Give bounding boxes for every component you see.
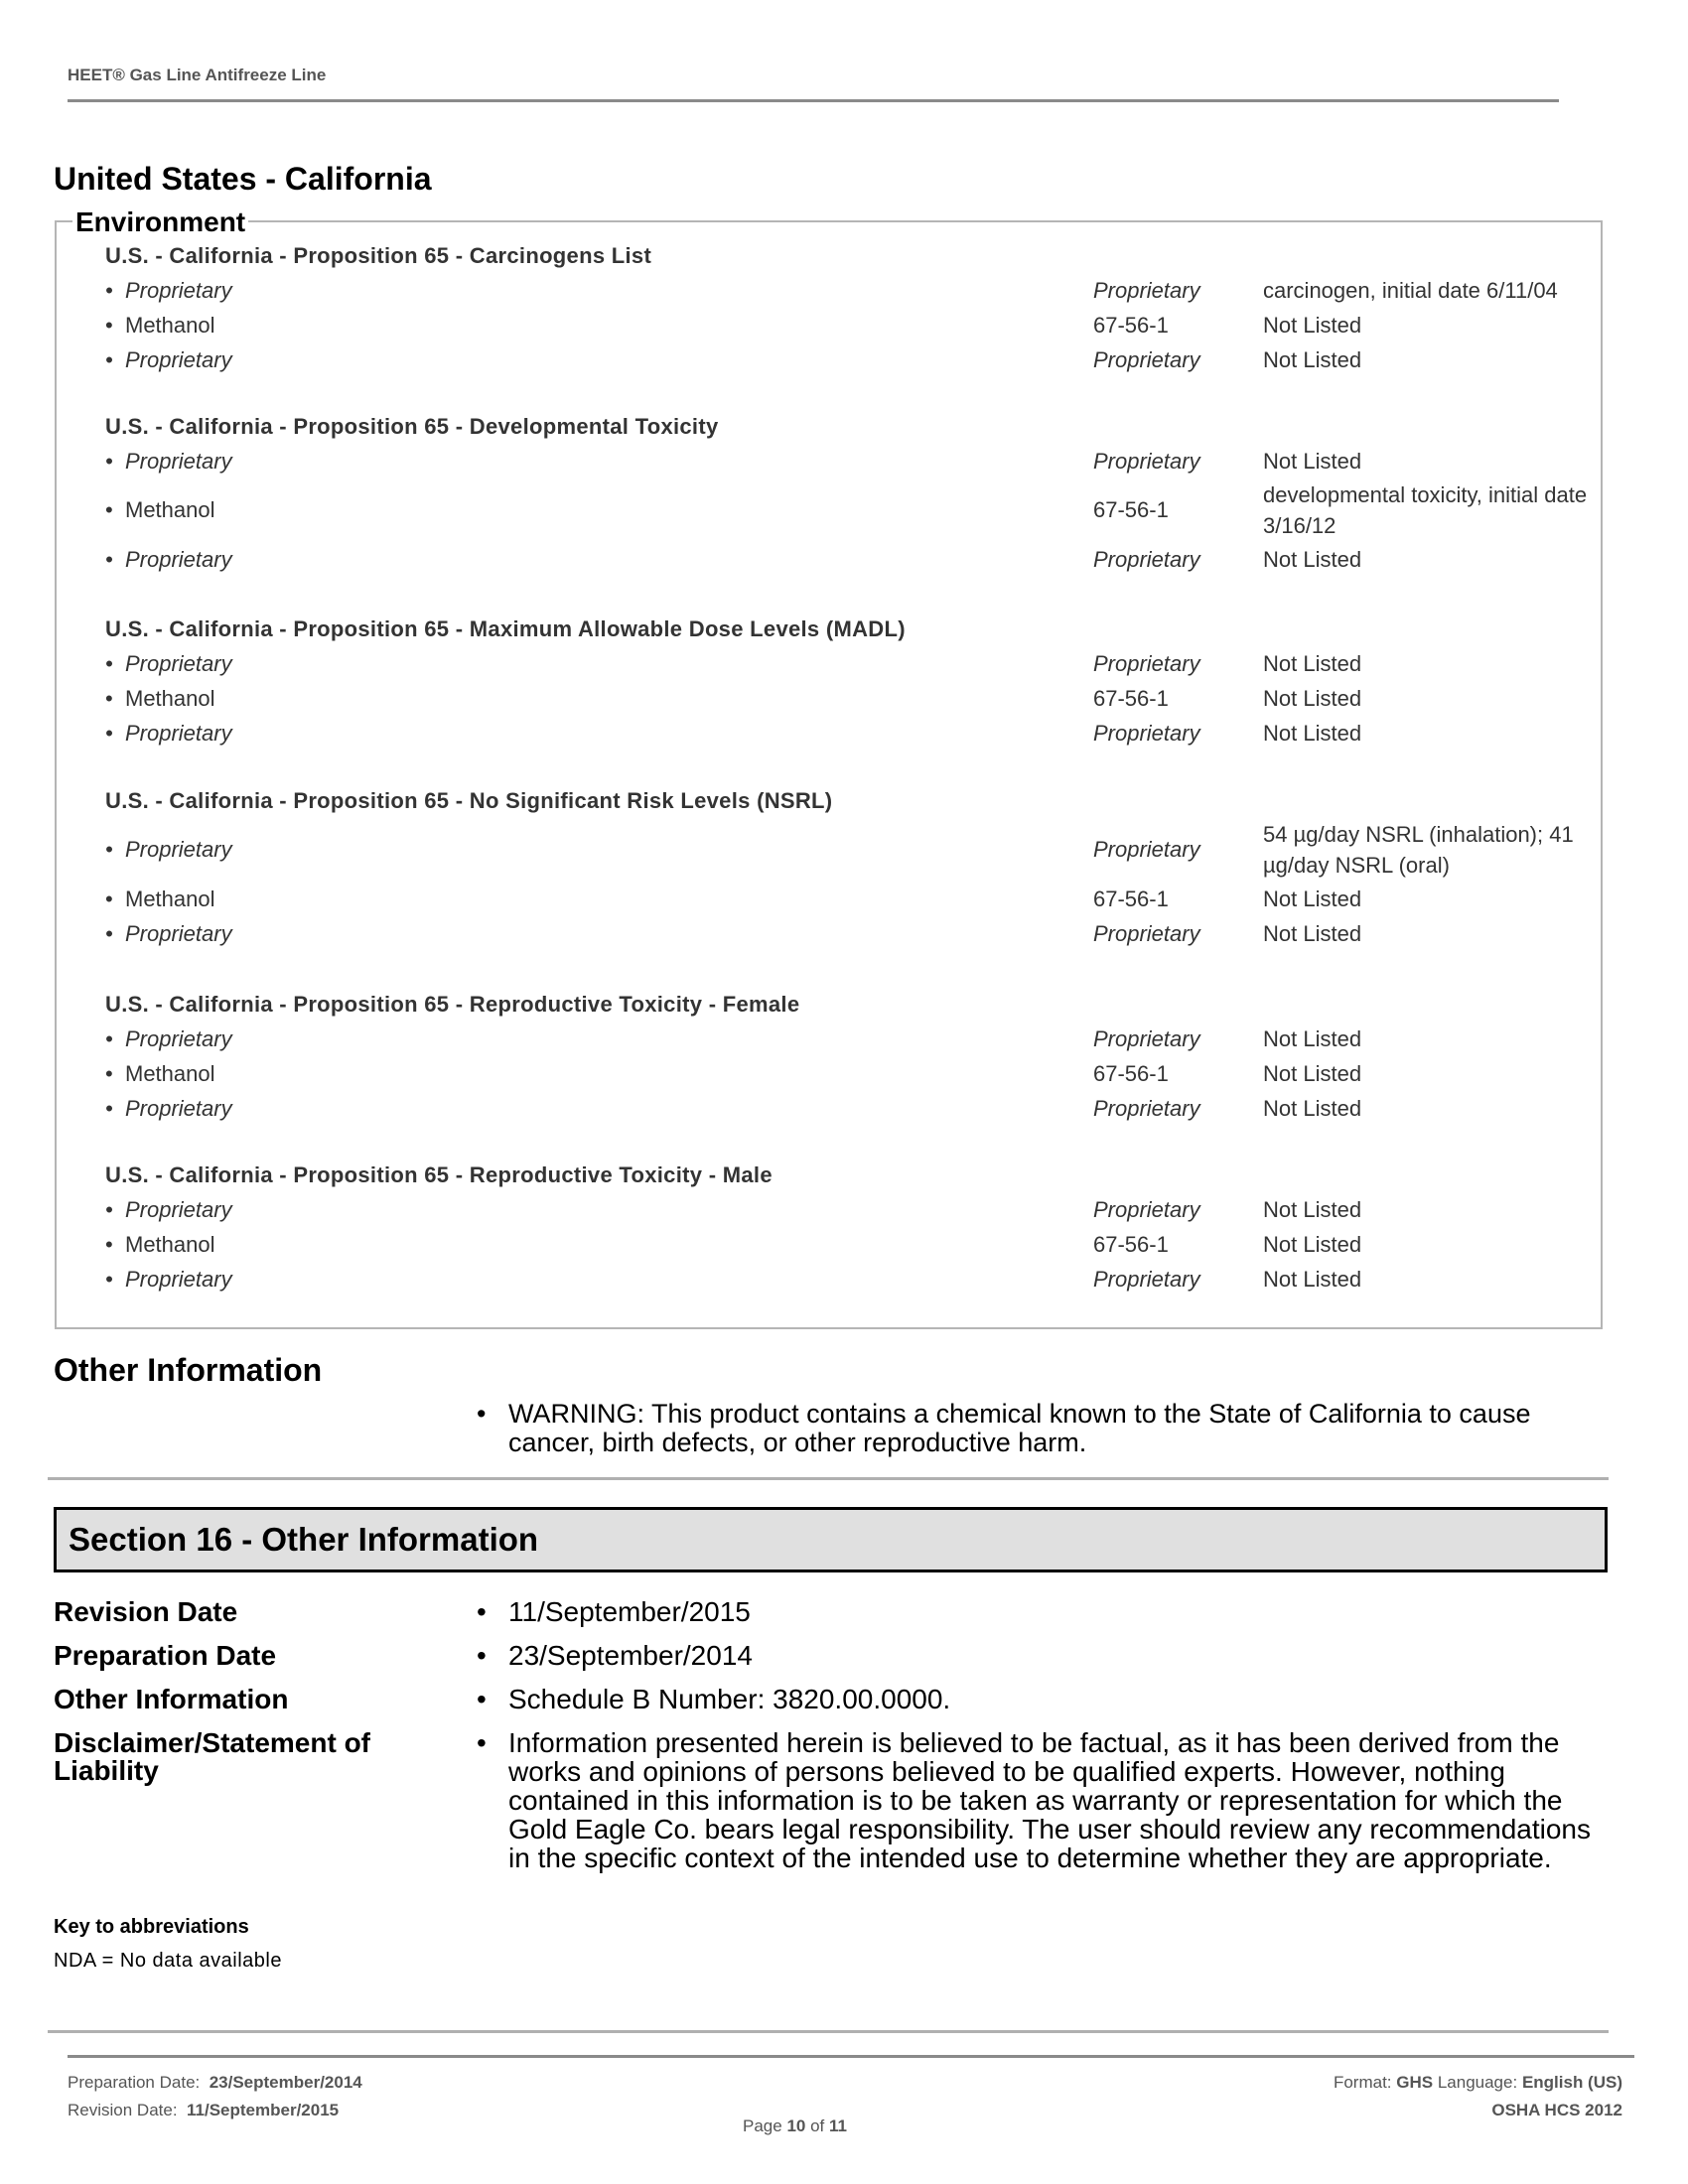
- group-title: U.S. - California - Proposition 65 - Maximum Allowable Dose Levels (MADL): [105, 616, 906, 641]
- component-name: • Proprietary: [105, 1196, 232, 1222]
- section-divider: [48, 1477, 1609, 1480]
- listing-status: Not Listed: [1263, 347, 1362, 372]
- component-name: • Proprietary: [105, 920, 232, 946]
- listing-status: Not Listed: [1263, 1061, 1362, 1086]
- table-row: [105, 681, 1595, 716]
- table-row: [105, 273, 1595, 308]
- table-row: [105, 308, 1595, 342]
- revision-date-value: • 11/September/2015: [477, 1596, 751, 1627]
- listing-status: Not Listed: [1263, 651, 1362, 676]
- listing-status: Not Listed: [1263, 547, 1362, 572]
- other-information-heading: Other Information: [54, 1352, 323, 1388]
- listing-status: Not Listed: [1263, 921, 1362, 946]
- listing-status: carcinogen, initial date 6/11/04: [1263, 278, 1558, 303]
- preparation-date-label: Preparation Date: [54, 1640, 277, 1671]
- footer-divider: [48, 2030, 1609, 2033]
- component-name: • Methanol: [105, 1231, 215, 1257]
- listing-status: Not Listed: [1263, 313, 1362, 338]
- component-name: • Proprietary: [105, 277, 232, 303]
- cas-number: Proprietary: [1093, 346, 1200, 372]
- component-name: • Proprietary: [105, 1025, 232, 1051]
- table-row: [105, 444, 1595, 478]
- component-name: • Proprietary: [105, 448, 232, 474]
- cas-number: 67-56-1: [1093, 1060, 1169, 1086]
- cas-number: Proprietary: [1093, 837, 1200, 862]
- component-name: • Proprietary: [105, 720, 232, 746]
- table-row: [105, 1192, 1595, 1227]
- footer-revision-date: Revision Date: 11/September/2015: [68, 2101, 340, 2119]
- listing-status: Not Listed: [1263, 1026, 1362, 1051]
- cas-number: Proprietary: [1093, 1196, 1200, 1222]
- table-row: [105, 646, 1595, 681]
- cas-number: 67-56-1: [1093, 497, 1169, 522]
- listing-status: Not Listed: [1263, 1232, 1362, 1257]
- group-title: U.S. - California - Proposition 65 - No Significant Risk Levels (NSRL): [105, 788, 833, 813]
- listing-status: 54 µg/day NSRL (inhalation); 41 µg/day NSRL (oral): [1263, 822, 1574, 878]
- warning-text: WARNING: This product contains a chemical known to the State of California to cause cancer, birth defects, or other reproductive harm.: [508, 1399, 1531, 1457]
- cas-number: 67-56-1: [1093, 685, 1169, 711]
- cas-number: Proprietary: [1093, 1095, 1200, 1121]
- table-row: [105, 1227, 1595, 1262]
- disclaimer-value: • Information presented herein is believed to be factual, as it has been derived from the works and opinions of persons believed to be qualified experts. However, nothing contained in this information is to be taken as warranty or representation for which the Gold Eagle Co. bears legal responsibility. The user should review any recommendations in the specific context of the intended use to determine whether they are appropriate.: [477, 1727, 1591, 1873]
- key-title: Key to abbreviations: [54, 1916, 249, 1938]
- other-information-label: Other Information: [54, 1684, 289, 1714]
- regulatory-group-nsrl: [105, 784, 1595, 951]
- cas-number: Proprietary: [1093, 448, 1200, 474]
- component-name: • Methanol: [105, 886, 215, 911]
- preparation-date-value: • 23/September/2014: [477, 1640, 753, 1671]
- regulatory-group-developmental-toxicity: [105, 410, 1595, 577]
- component-name: • Methanol: [105, 1060, 215, 1086]
- listing-status: Not Listed: [1263, 449, 1362, 474]
- bullet: •: [477, 1399, 487, 1429]
- cas-number: 67-56-1: [1093, 1231, 1169, 1257]
- footer-rule: [68, 2055, 1634, 2058]
- regulatory-group-reproductive-male: [105, 1159, 1595, 1297]
- disclaimer-label: Disclaimer/Statement of Liability: [54, 1727, 370, 1786]
- table-row: [105, 916, 1595, 951]
- footer-preparation-date: Preparation Date: 23/September/2014: [68, 2073, 362, 2092]
- cas-number: Proprietary: [1093, 920, 1200, 946]
- component-name: • Methanol: [105, 685, 215, 711]
- table-row: [105, 478, 1595, 542]
- component-name: • Methanol: [105, 497, 215, 522]
- cas-number: Proprietary: [1093, 720, 1200, 746]
- component-name: • Proprietary: [105, 546, 232, 572]
- table-row: [105, 1056, 1595, 1091]
- component-name: • Methanol: [105, 312, 215, 338]
- regulatory-group-reproductive-female: [105, 988, 1595, 1126]
- section-16-header: [54, 1507, 1608, 1572]
- region-heading: United States - California: [54, 161, 432, 197]
- listing-status: Not Listed: [1263, 887, 1362, 911]
- regulatory-group-carcinogens: [105, 239, 1595, 377]
- section-title: Section 16 - Other Information: [69, 1521, 539, 1558]
- footer-page-number: Page 10 of 11: [743, 2116, 847, 2135]
- component-name: • Proprietary: [105, 346, 232, 372]
- table-row: [105, 882, 1595, 916]
- cas-number: Proprietary: [1093, 1025, 1200, 1051]
- listing-status: Not Listed: [1263, 1096, 1362, 1121]
- prop65-warning: [477, 1400, 1609, 1457]
- component-name: • Proprietary: [105, 837, 232, 862]
- table-row: [105, 342, 1595, 377]
- environment-legend: Environment: [72, 206, 248, 238]
- cas-number: Proprietary: [1093, 546, 1200, 572]
- regulatory-group-madl: [105, 613, 1595, 751]
- other-information-value: • Schedule B Number: 3820.00.0000.: [477, 1684, 951, 1714]
- group-title: U.S. - California - Proposition 65 - Carcinogens List: [105, 243, 652, 268]
- table-row: [105, 542, 1595, 577]
- table-row: [105, 1022, 1595, 1056]
- cas-number: Proprietary: [1093, 277, 1200, 303]
- header-divider: [68, 99, 1559, 102]
- footer-format: Format: GHS Language: English (US): [1333, 2073, 1622, 2092]
- footer-standard: OSHA HCS 2012: [1491, 2101, 1622, 2119]
- cas-number: Proprietary: [1093, 650, 1200, 676]
- revision-date-label: Revision Date: [54, 1596, 238, 1627]
- group-title: U.S. - California - Proposition 65 - Reproductive Toxicity - Male: [105, 1162, 773, 1187]
- cas-number: Proprietary: [1093, 1266, 1200, 1292]
- cas-number: 67-56-1: [1093, 312, 1169, 338]
- table-row: [105, 716, 1595, 751]
- table-row: [105, 818, 1595, 882]
- cas-number: 67-56-1: [1093, 886, 1169, 911]
- listing-status: Not Listed: [1263, 1197, 1362, 1222]
- group-title: U.S. - California - Proposition 65 - Reproductive Toxicity - Female: [105, 992, 800, 1017]
- group-title: U.S. - California - Proposition 65 - Developmental Toxicity: [105, 414, 719, 439]
- table-row: [105, 1262, 1595, 1297]
- table-row: [105, 1091, 1595, 1126]
- component-name: • Proprietary: [105, 1095, 232, 1121]
- component-name: • Proprietary: [105, 650, 232, 676]
- listing-status: Not Listed: [1263, 686, 1362, 711]
- component-name: • Proprietary: [105, 1266, 232, 1292]
- listing-status: developmental toxicity, initial date 3/16/12: [1263, 482, 1588, 538]
- key-item: NDA = No data available: [54, 1950, 282, 1972]
- listing-status: Not Listed: [1263, 1267, 1362, 1292]
- document-header-title: HEET® Gas Line Antifreeze Line: [68, 66, 327, 84]
- listing-status: Not Listed: [1263, 721, 1362, 746]
